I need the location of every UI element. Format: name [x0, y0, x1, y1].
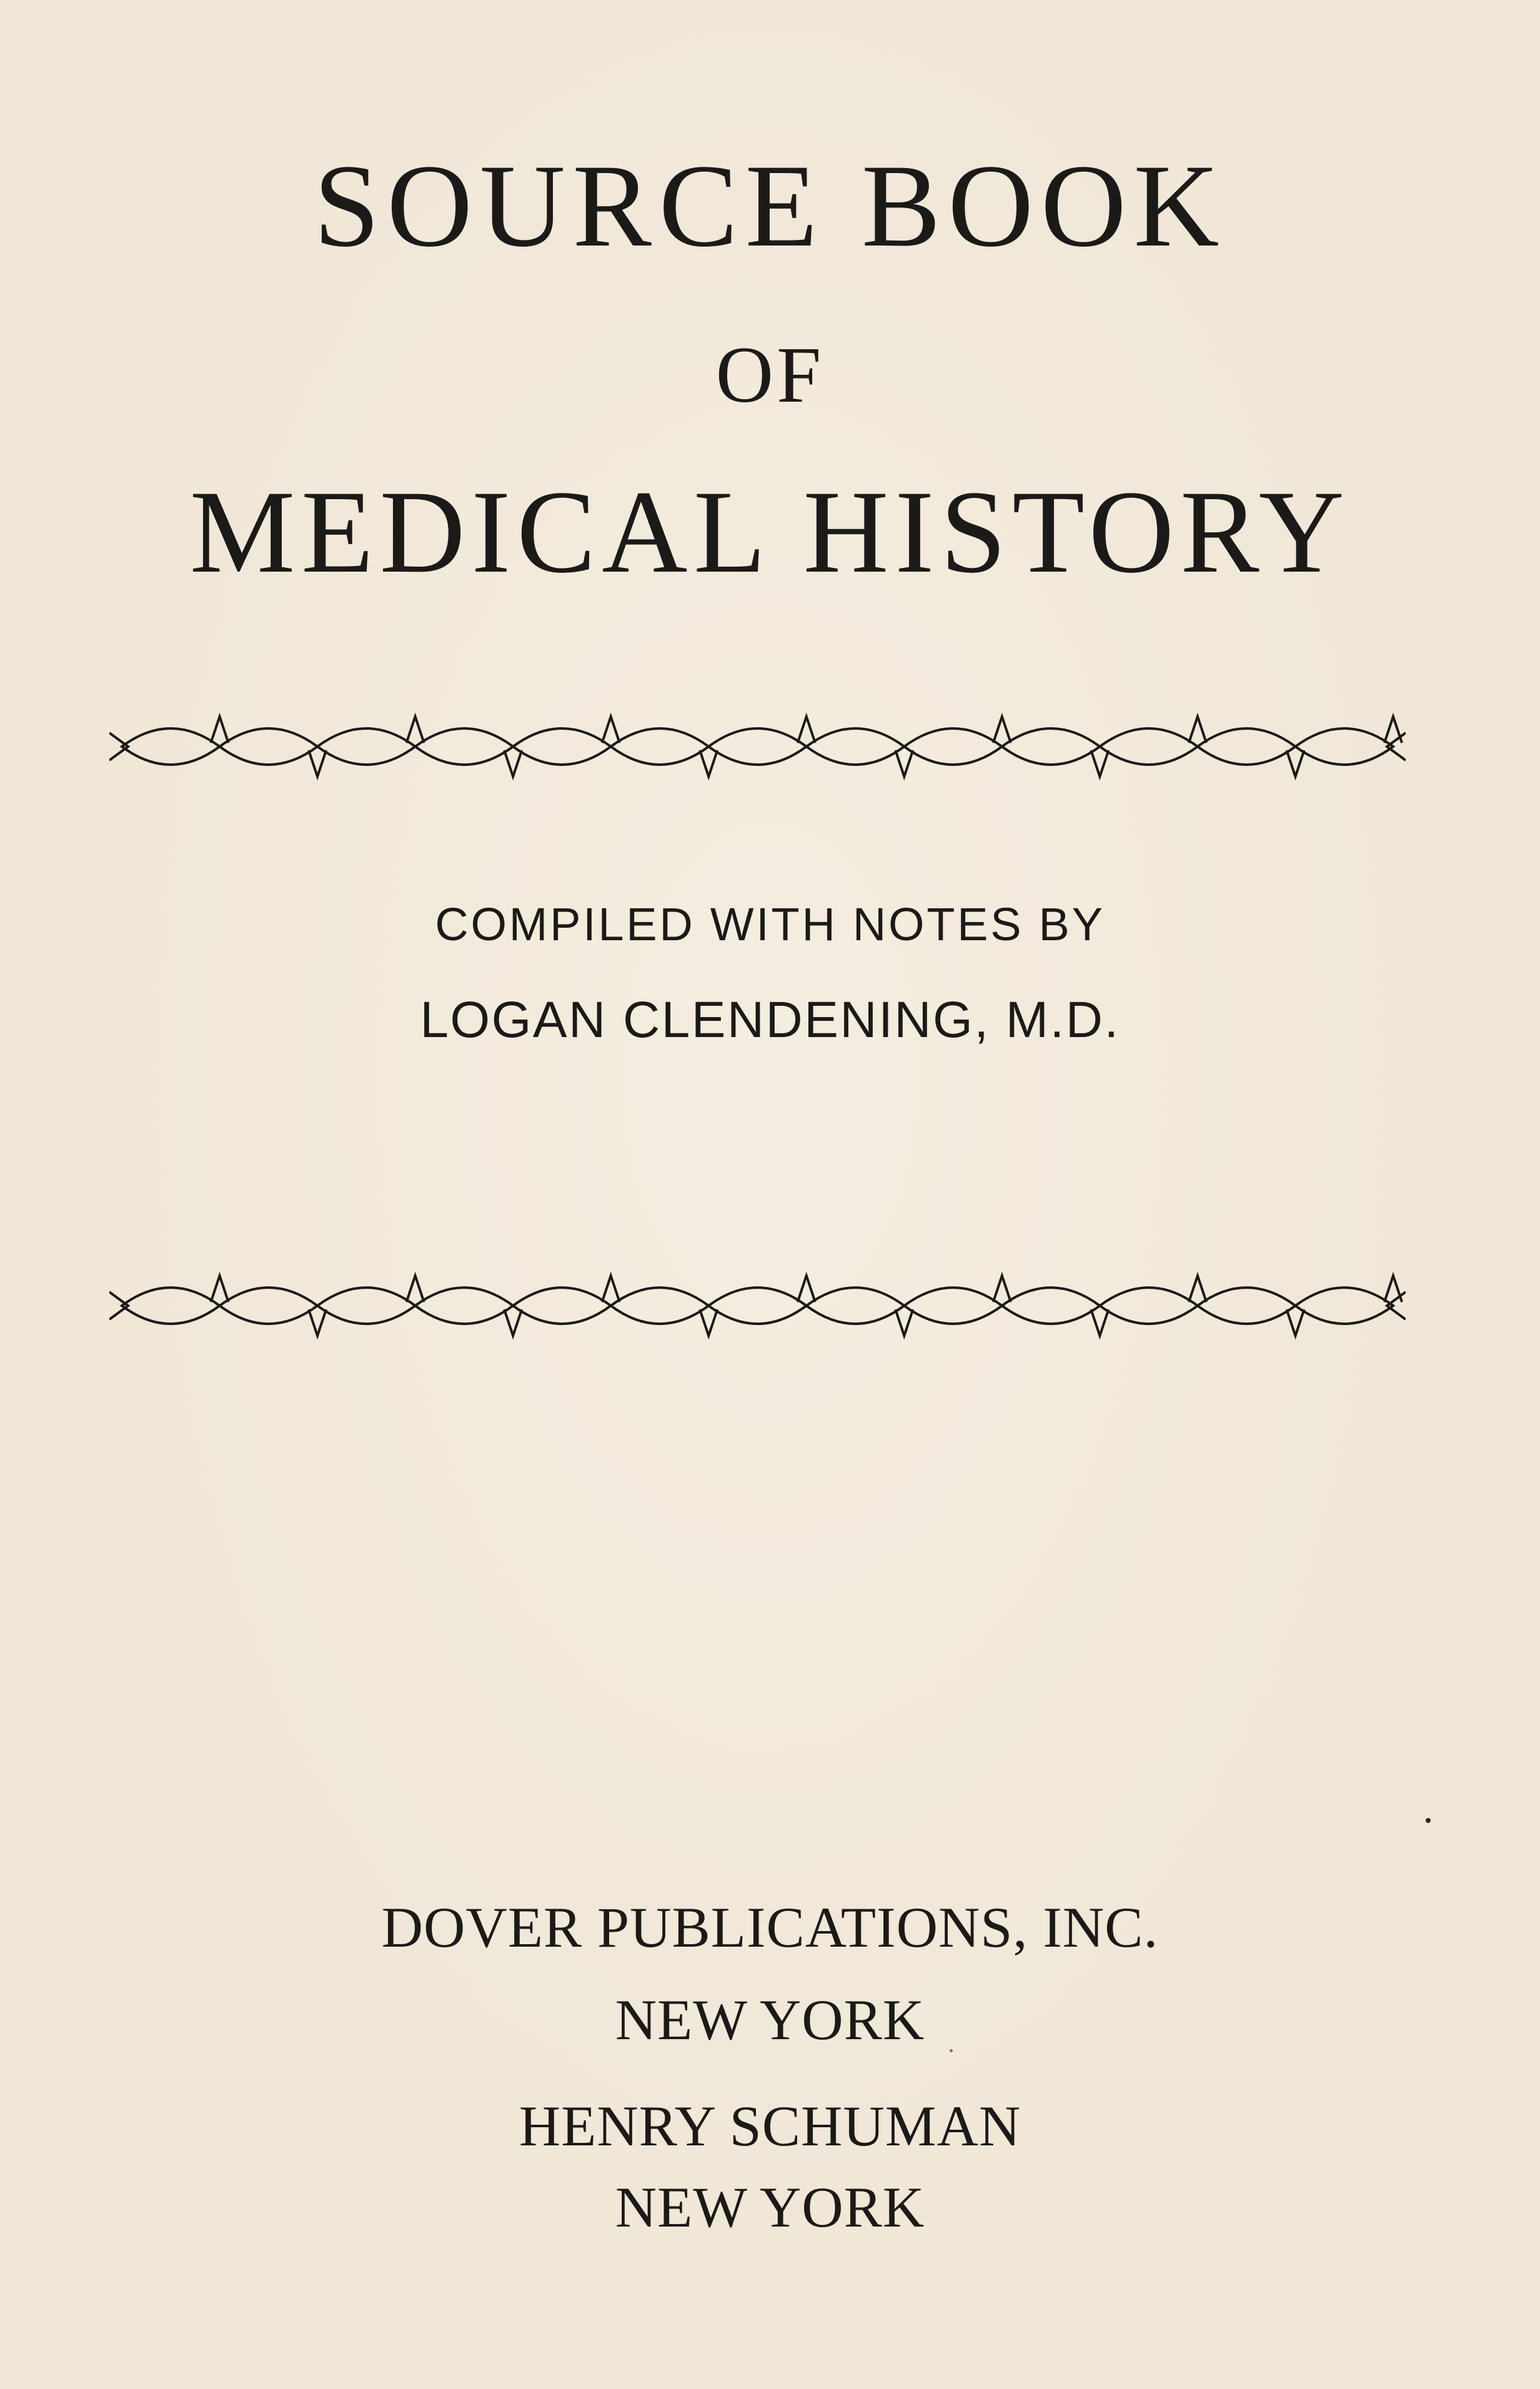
paper-speck: [950, 2049, 953, 2052]
chain-link-icon: [611, 728, 709, 765]
book-title-line-2: OF: [715, 330, 825, 419]
chain-spike-icon: [309, 750, 326, 777]
chain-link-icon: [1295, 1288, 1393, 1324]
chain-spike-icon: [993, 1276, 1011, 1302]
decorative-chain-rule-top: [109, 712, 1406, 781]
book-title-line-3: MEDICAL HISTORY: [189, 467, 1351, 598]
chain-link-icon: [904, 1288, 1002, 1324]
chain-spike-icon: [700, 1309, 717, 1336]
chain-spike-icon: [1384, 717, 1402, 743]
chain-spike-icon: [1091, 750, 1108, 777]
chain-end-cap-icon: [1387, 1292, 1406, 1319]
chain-spike-icon: [993, 717, 1011, 743]
publisher-2-city: NEW YORK: [615, 2175, 925, 2239]
chain-link-icon: [1002, 1288, 1100, 1324]
chain-link-icon: [1295, 728, 1393, 765]
chain-link-icon: [317, 1288, 415, 1324]
publisher-1-name: DOVER PUBLICATIONS, INC.: [381, 1895, 1159, 1959]
decorative-chain-rule-bottom: [109, 1271, 1406, 1340]
chain-link-icon: [708, 728, 807, 765]
chain-spike-icon: [309, 1309, 326, 1336]
chain-link-icon: [122, 728, 220, 765]
chain-spike-icon: [211, 1276, 229, 1302]
chain-end-cap-icon: [1387, 733, 1406, 760]
chain-spike-icon: [602, 717, 620, 743]
chain-link-icon: [807, 728, 905, 765]
chain-link-icon: [122, 1288, 220, 1324]
chain-spike-icon: [895, 750, 913, 777]
compiled-by-label: COMPILED WITH NOTES BY: [435, 898, 1105, 950]
chain-spike-icon: [1286, 1309, 1304, 1336]
chain-spike-icon: [504, 750, 522, 777]
chain-link-icon: [1002, 728, 1100, 765]
chain-link-icon: [708, 1288, 807, 1324]
author-name: LOGAN CLENDENING, M.D.: [420, 991, 1120, 1048]
chain-link-icon: [513, 1288, 611, 1324]
paper-speck: [1426, 1818, 1431, 1823]
publisher-2-name: HENRY SCHUMAN: [519, 2094, 1021, 2158]
chain-end-cap-icon: [109, 1292, 128, 1319]
book-title-line-1: SOURCE BOOK: [314, 141, 1226, 272]
chain-spike-icon: [700, 750, 717, 777]
chain-spike-icon: [602, 1276, 620, 1302]
chain-link-icon: [220, 1288, 318, 1324]
chain-link-icon: [415, 728, 514, 765]
chain-spike-icon: [1189, 717, 1206, 743]
chain-link-icon: [904, 728, 1002, 765]
chain-link-icon: [611, 1288, 709, 1324]
chain-spike-icon: [1384, 1276, 1402, 1302]
chain-link-icon: [220, 728, 318, 765]
chain-spike-icon: [1091, 1309, 1108, 1336]
chain-link-icon: [317, 728, 415, 765]
chain-link-icon: [1100, 1288, 1198, 1324]
chain-spike-icon: [798, 1276, 815, 1302]
publisher-1-city: NEW YORK: [615, 1988, 925, 2052]
chain-spike-icon: [1189, 1276, 1206, 1302]
chain-spike-icon: [211, 717, 229, 743]
chain-spike-icon: [504, 1309, 522, 1336]
chain-spike-icon: [407, 717, 424, 743]
chain-link-icon: [415, 1288, 514, 1324]
chain-link-icon: [1198, 728, 1296, 765]
chain-link-icon: [513, 728, 611, 765]
chain-end-cap-icon: [109, 733, 128, 760]
chain-spike-icon: [1286, 750, 1304, 777]
chain-link-icon: [1100, 728, 1198, 765]
chain-spike-icon: [407, 1276, 424, 1302]
chain-link-icon: [807, 1288, 905, 1324]
chain-link-icon: [1198, 1288, 1296, 1324]
chain-spike-icon: [798, 717, 815, 743]
chain-spike-icon: [895, 1309, 913, 1336]
